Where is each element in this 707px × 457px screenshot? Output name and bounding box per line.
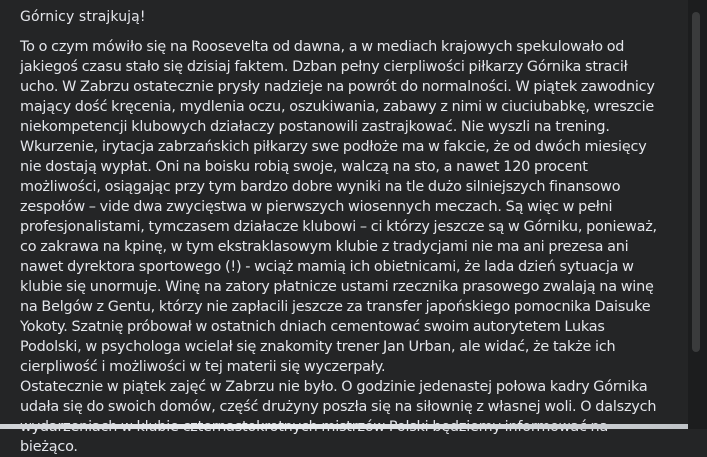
- post-paragraph: To o czym mówiło się na Roosevelta od dawna, a w mediach krajowych spekulowało od jakiegoś czasu stało się dzisiaj faktem. Dzban pełny cierpliwości piłkarzy Górnika stracił ucho. W Zabrzu ostatecznie prysły nadzieje na powrót do normalności. W piątek zawodnicy mający dość kręcenia, mydlenia oczu, oszukiwania, zabawy z nimi w ciuciubabkę, wreszcie niekompetencji klubowych działaczy postanowili zastrajkować. Nie wyszli na trening. Wkurzenie, irytacja zabrzańskich piłkarzy swe podłoże ma w fakcie, że od dwóch miesięcy nie dostają wypłat. Oni na boisku robią swoje, walczą na sto, a nawet 120 procent możliwości, osiągając przy tym bardzo dobre wyniki na tle dużo silniejszych finansowo zespołów – vide dwa zwycięstwa w pierwszych wiosennych meczach. Są więc w pełni profesjonalistami, tymczasem działacze klubowi – ci którzy jeszcze są w Górniku, ponieważ, co zakrawa na kpinę, w tym ekstraklasowym klubie z tradycjami nie ma ani prezesa ani nawet dyrektora sportowego (!) - wciąż mamią ich obietnicami, że lada dzień sytuacja w klubie się unormuje. Winę na zatory płatnicze ustami rzecznika prasowego zwalają na winę na Belgów z Gentu, którzy nie zapłacili jeszcze za transfer japońskiego pomocnika Daisuke Yokoty. Szatnię próbował w ostatnich dniach cementować swoim autorytetem Lukas Podolski, w psychologa wcielał się znakomity trener Jan Urban, ale widać, że także ich cierpliwość i możliwości w tej materii się wyczerpały.: [20, 39, 657, 375]
- attached-image-preview[interactable]: [0, 424, 688, 429]
- post-title: Górnicy strajkują!: [20, 9, 146, 25]
- vertical-scrollbar[interactable]: [688, 0, 707, 429]
- scrollbar-thumb[interactable]: [692, 12, 700, 352]
- post-paragraph: Ostatecznie w piątek zajęć w Zabrzu nie było. O godzinie jedenastej połowa kadry Górnika udała się do swoich domów, część drużyny poszła się na siłownię z własnej woli. O dalszych bieżąco.: [20, 379, 657, 455]
- post-body: [20, 37, 668, 457]
